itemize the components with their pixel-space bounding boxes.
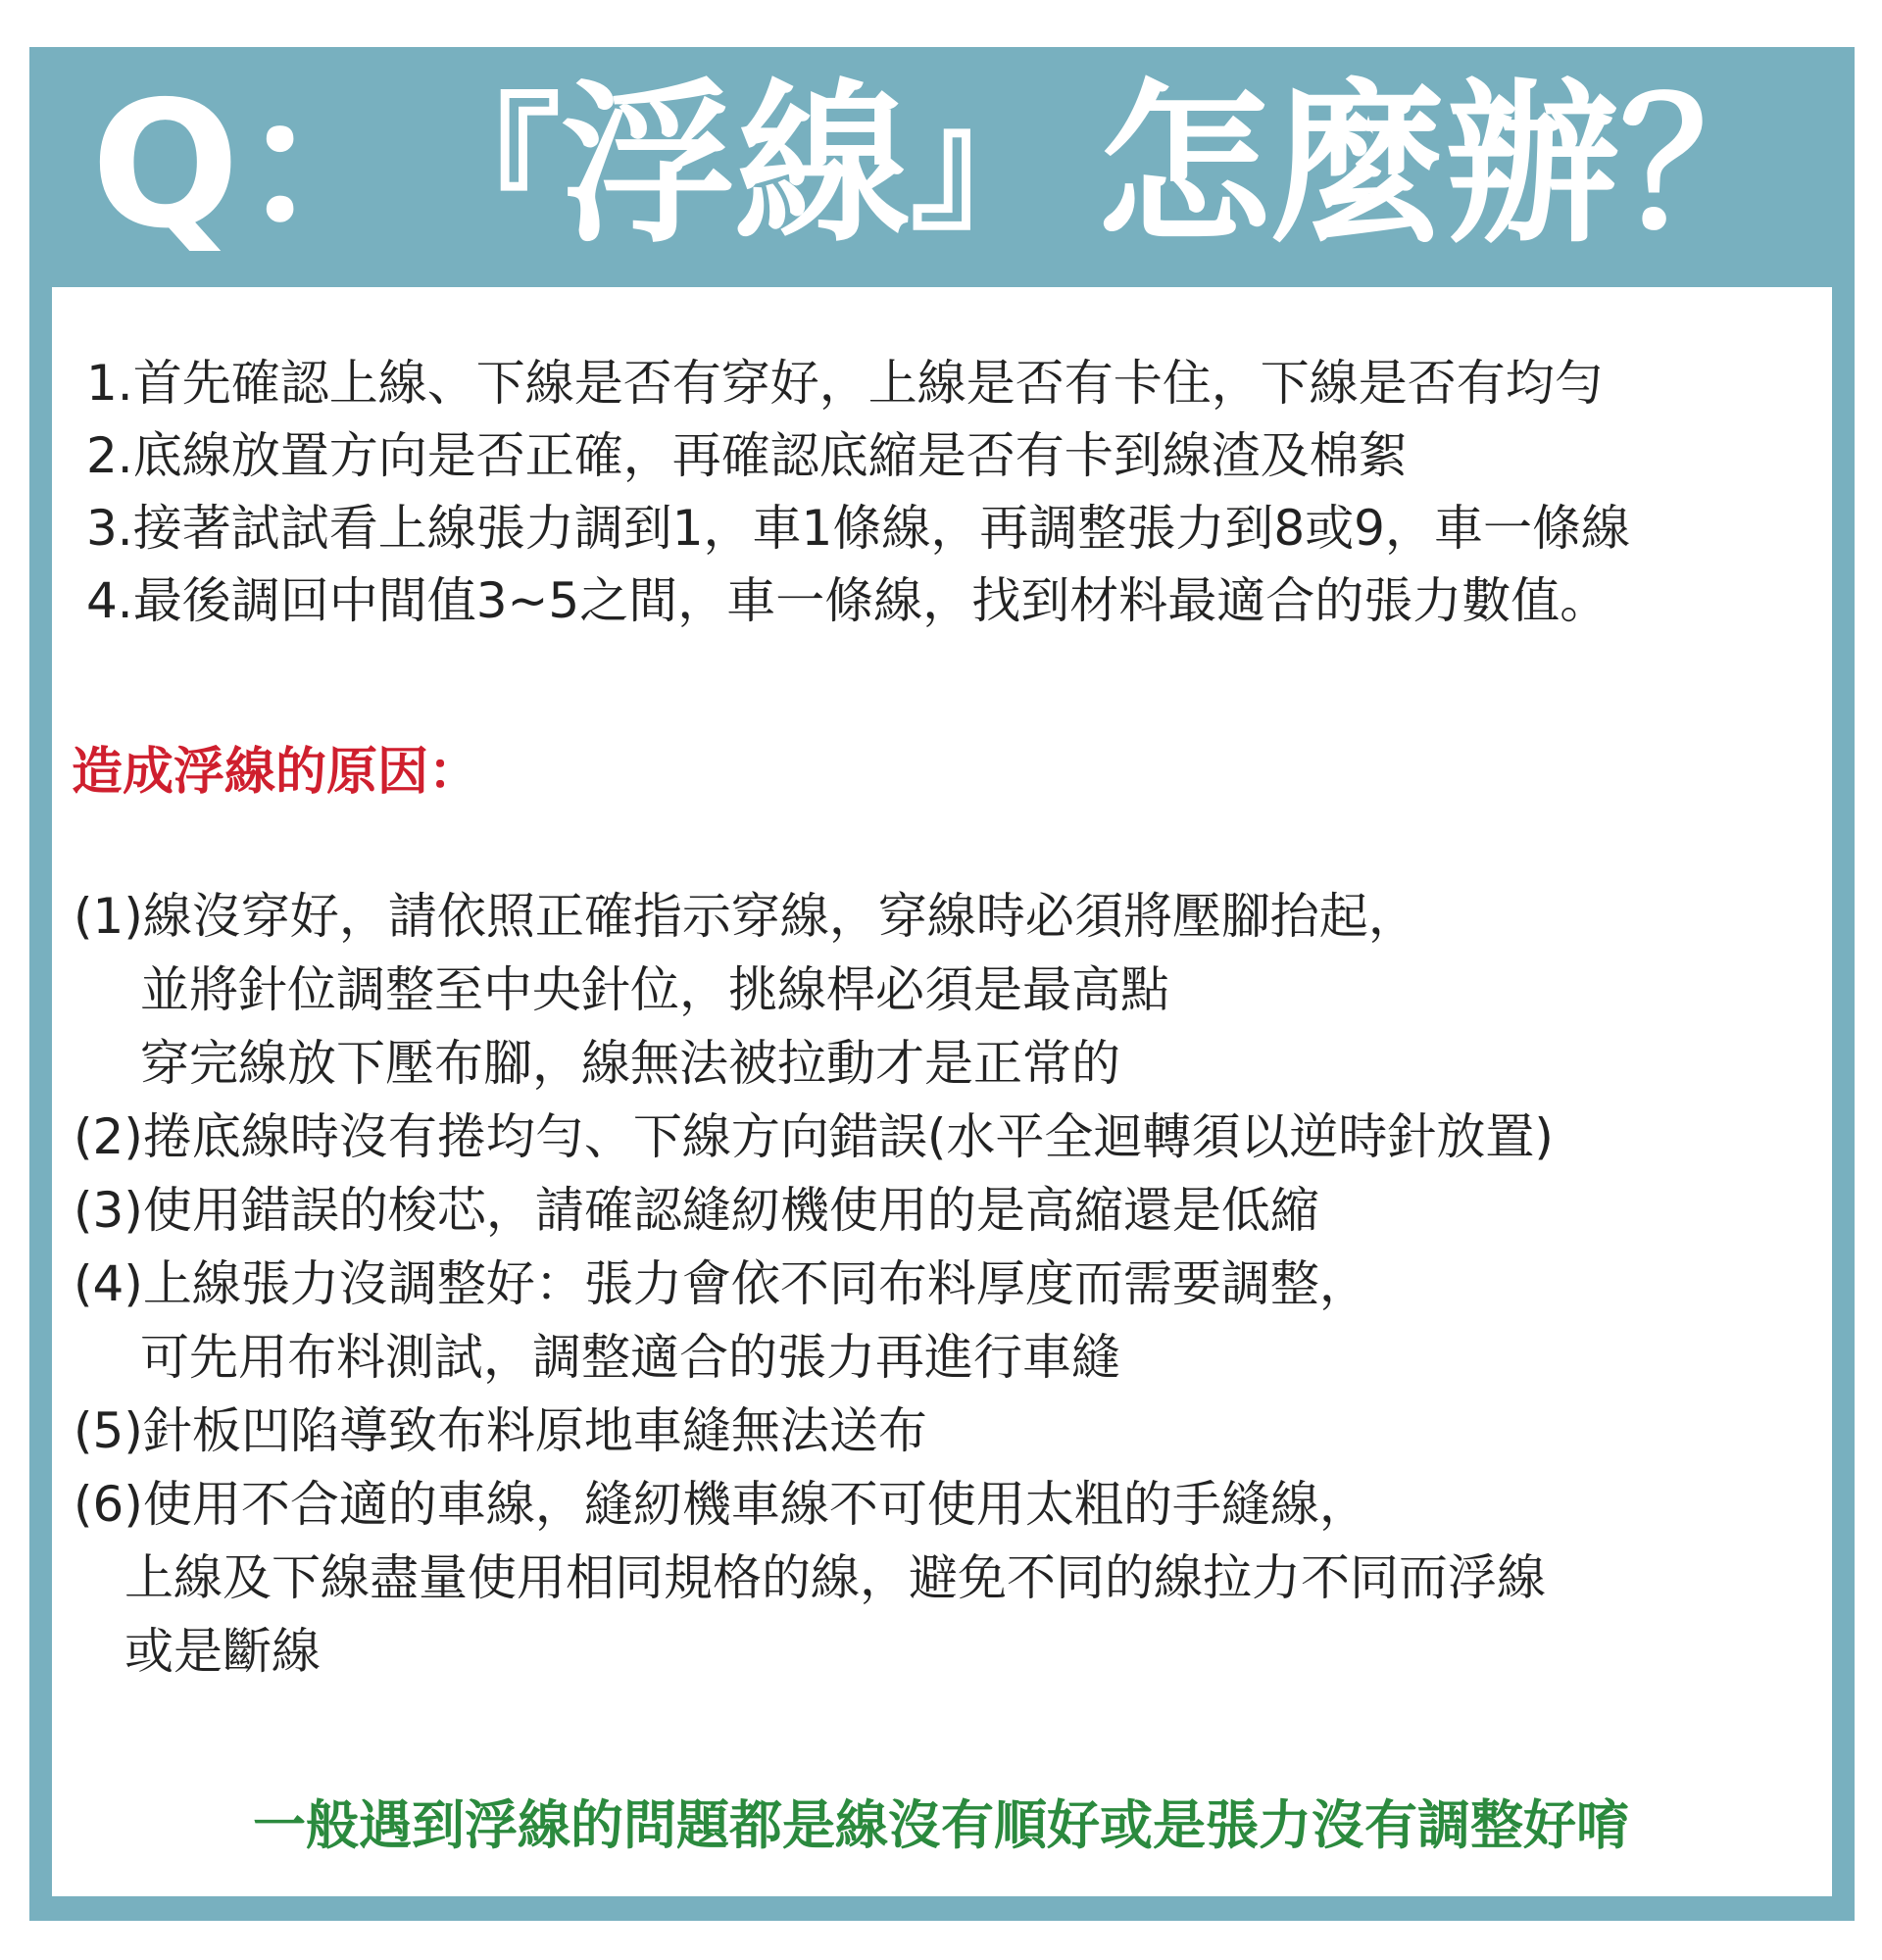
cause-line: 穿完線放下壓布腳，線無法被拉動才是正常的 xyxy=(140,1035,1120,1092)
title-q: Q： xyxy=(91,64,415,267)
cause-line: (6)使用不合適的車線，縫紉機車線不可使用太粗的手縫線， xyxy=(74,1476,1368,1533)
summary-note: 一般遇到浮線的問題都是線沒有順好或是張力沒有調整好唷 xyxy=(253,1794,1629,1856)
cause-line: (1)線沒穿好，請依照正確指示穿線，穿線時必須將壓腳抬起， xyxy=(74,888,1417,945)
cause-line: (3)使用錯誤的梭芯，請確認縫紉機使用的是高縮還是低縮 xyxy=(74,1182,1319,1239)
cause-line: 可先用布料測試，調整適合的張力再進行車縫 xyxy=(140,1329,1120,1386)
cause-line: 並將針位調整至中央針位，挑線桿必須是最高點 xyxy=(140,961,1169,1018)
title-close-bracket: 』 xyxy=(910,80,1058,251)
check-steps-list xyxy=(86,347,1831,637)
title-question: 怎麼辦？ xyxy=(1096,64,1795,267)
causes-list xyxy=(74,880,1828,1689)
cause-item xyxy=(74,1468,1828,1689)
cause-line: (2)捲底線時沒有捲均勻、下線方向錯誤(水平全迴轉須以逆時針放置) xyxy=(74,1108,1554,1165)
cause-line: 上線及下線盡量使用相同規格的線，避免不同的線拉力不同而浮線 xyxy=(124,1549,1546,1606)
cause-item xyxy=(74,1248,1828,1395)
cause-line: (4)上線張力沒調整好：張力會依不同布料厚度而需要調整， xyxy=(74,1255,1368,1312)
causes-heading: 造成浮線的原因： xyxy=(72,743,480,802)
page-title xyxy=(54,51,1828,280)
cause-item xyxy=(74,1101,1828,1174)
cause-item xyxy=(74,1395,1828,1468)
title-open-bracket: 『 xyxy=(414,80,562,251)
cause-line: (5)針板凹陷導致布料原地車縫無法送布 xyxy=(74,1402,927,1459)
step-item: 2.底線放置方向是否正確，再確認底縮是否有卡到線渣及棉絮 xyxy=(86,427,1408,484)
step-item: 3.接著試試看上線張力調到1，車1條線，再調整張力到8或9，車一條線 xyxy=(86,500,1630,557)
step-item: 1.首先確認上線、下線是否有穿好，上線是否有卡住，下線是否有均勻 xyxy=(86,355,1604,412)
title-topic: 浮線 xyxy=(561,64,911,267)
cause-item xyxy=(74,880,1828,1101)
cause-item xyxy=(74,1174,1828,1248)
cause-line: 或是斷線 xyxy=(124,1623,321,1680)
step-item: 4.最後調回中間值3~5之間，車一條線，找到材料最適合的張力數值。 xyxy=(86,572,1610,629)
